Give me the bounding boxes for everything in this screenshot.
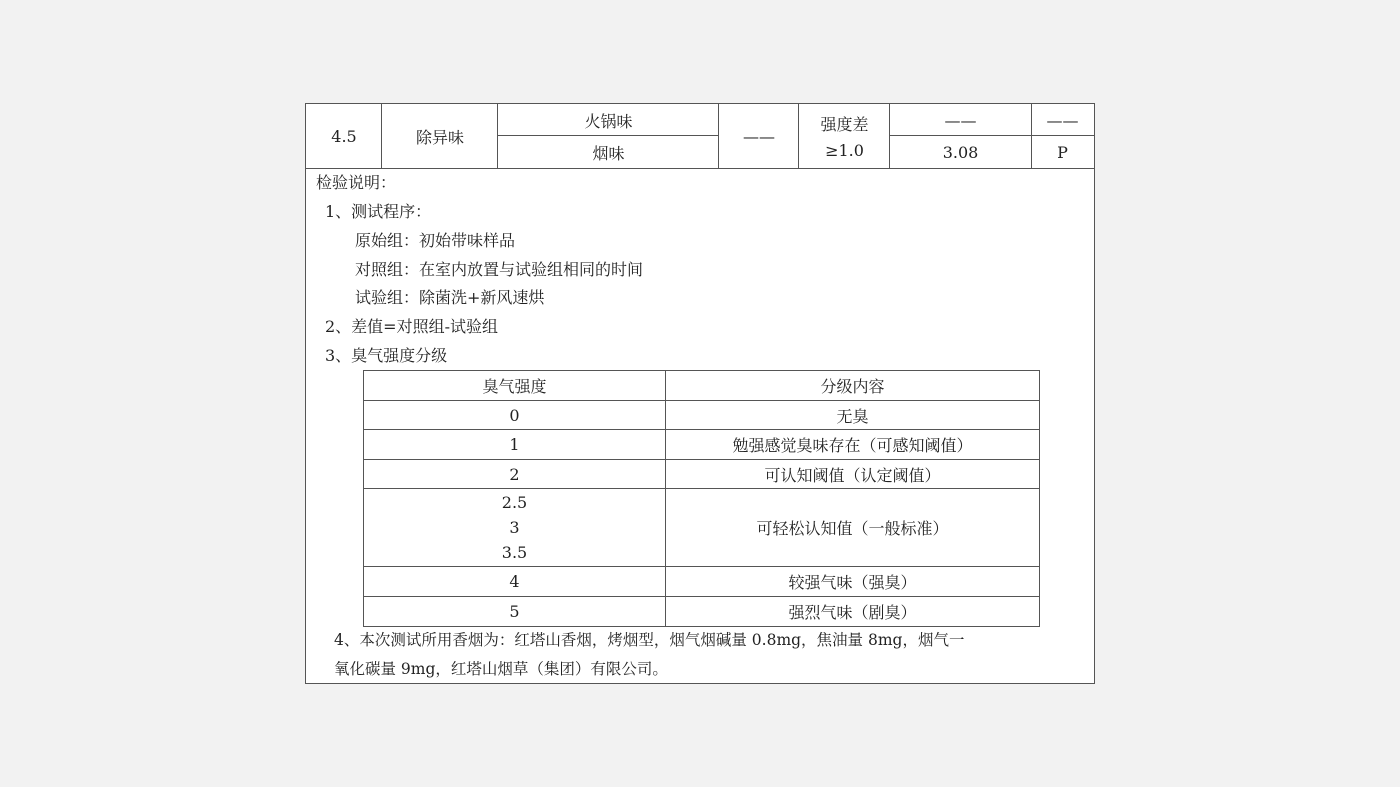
divider xyxy=(718,104,719,168)
note-item-4-line2: 氧化碳量 9mg，红塔山烟草（集团）有限公司。 xyxy=(334,660,668,678)
divider xyxy=(381,104,382,168)
grade-level: 4 xyxy=(364,567,666,596)
header-grade-content: 分级内容 xyxy=(820,377,885,396)
grade-content: 强烈气味（剧臭） xyxy=(788,603,917,622)
table-row xyxy=(364,567,1039,597)
table-row xyxy=(364,430,1039,460)
divider xyxy=(890,135,1094,136)
verdict-smoke: P xyxy=(1057,142,1068,162)
result-hotpot: —— xyxy=(944,110,977,130)
note-item-1c: 试验组：除菌洗+新风速烘 xyxy=(355,288,545,307)
header-odor-intensity: 臭气强度 xyxy=(364,371,666,400)
grade-content: 可认知阈值（认定阈值） xyxy=(764,465,941,485)
note-item-1b: 对照组：在室内放置与试验组相同的时间 xyxy=(355,260,644,279)
sub-item-smoke: 烟味 xyxy=(592,143,625,163)
divider xyxy=(798,104,799,168)
grade-level: 3 xyxy=(509,518,520,537)
table-row xyxy=(364,460,1039,489)
grade-levels xyxy=(364,489,666,566)
notes-heading: 检验说明： xyxy=(316,173,397,192)
item-number: 4.5 xyxy=(331,126,357,146)
divider xyxy=(889,104,890,168)
note-item-2: 2、差值=对照组-试验组 xyxy=(325,317,498,336)
divider xyxy=(498,135,719,136)
note-item-4-line1: 4、本次测试所用香烟为：红塔山香烟，烤烟型，烟气烟碱量 0.8mg，焦油量 8mg，烟气一 xyxy=(334,631,965,649)
table-row xyxy=(364,597,1039,626)
test-report-page xyxy=(305,103,1095,684)
grade-content: 较强气味（强臭） xyxy=(788,573,917,592)
verdict-hotpot: —— xyxy=(1046,110,1079,130)
grade-content: 无臭 xyxy=(836,406,869,426)
result-smoke: 3.08 xyxy=(942,142,979,162)
grade-level: 5 xyxy=(364,597,666,626)
standard-dash: —— xyxy=(743,126,775,146)
divider xyxy=(1031,104,1032,168)
grade-level: 2 xyxy=(364,460,666,488)
note-item-3: 3、臭气强度分级 xyxy=(325,346,448,365)
odor-grade-table xyxy=(363,370,1040,627)
grade-content: 可轻松认知值（一般标准） xyxy=(756,519,949,538)
note-item-1: 1、测试程序： xyxy=(325,202,432,221)
grade-level: 2.5 xyxy=(501,493,528,512)
divider xyxy=(497,104,498,168)
grade-level: 3.5 xyxy=(501,543,528,562)
grade-level: 0 xyxy=(364,401,666,429)
requirement-value: ≥1.0 xyxy=(825,140,864,160)
grade-content: 勉强感觉臭味存在（可感知阈值） xyxy=(732,436,973,455)
divider xyxy=(306,168,1094,169)
note-item-1a: 原始组：初始带味样品 xyxy=(355,231,516,250)
table-row xyxy=(364,489,1039,567)
item-name: 除异味 xyxy=(415,127,464,147)
table-row xyxy=(364,401,1039,430)
requirement-label: 强度差 xyxy=(820,114,869,134)
grade-level: 1 xyxy=(364,430,666,459)
table-header-row xyxy=(364,371,1039,401)
sub-item-hotpot: 火锅味 xyxy=(584,111,633,131)
